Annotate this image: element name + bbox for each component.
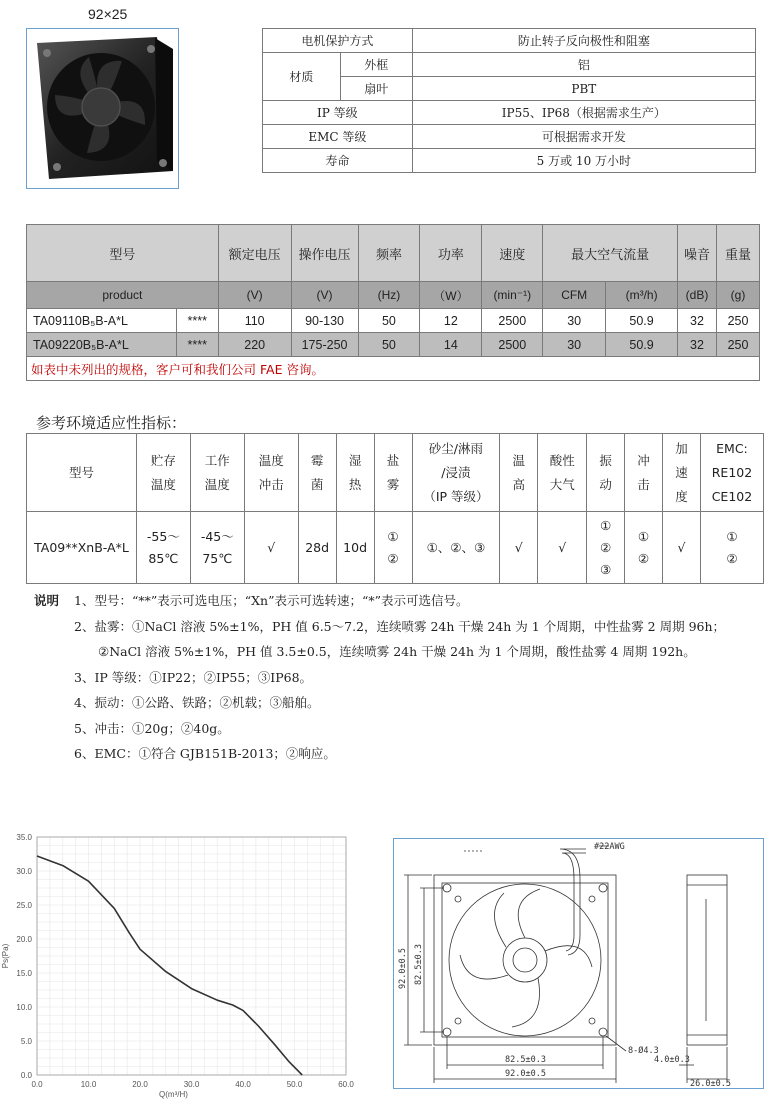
env-value-cell: ① ② — [374, 512, 412, 584]
spec-row — [263, 101, 756, 125]
y-tick-label: 15.0 — [16, 969, 32, 978]
value-cell: 2500 — [482, 333, 543, 357]
dimension-drawing — [393, 838, 764, 1089]
value-cell: 250 — [716, 309, 759, 333]
env-value-cell: √ — [500, 512, 538, 584]
environment-table — [26, 433, 764, 584]
env-value-cell: ① ② — [625, 512, 663, 584]
env-header-cell: EMC: RE102 CE102 — [700, 434, 763, 512]
note-line: 2、盐雾：①NaCl 溶液 5%±1%，PH 值 6.5～7.2，连续喷雾 24h 干燥 24h 为 1 个周期，中性盐雾 2 周期 96h； — [74, 618, 726, 634]
value-cell: 2500 — [482, 309, 543, 333]
env-value-cell: 10d — [336, 512, 374, 584]
value-cell: 90-130 — [291, 309, 358, 333]
header-row — [27, 225, 760, 282]
y-tick-label: 25.0 — [16, 901, 32, 910]
table-row — [27, 309, 760, 333]
value-cell: 175-250 — [291, 333, 358, 357]
value-cell: 32 — [678, 309, 717, 333]
unit-row — [27, 282, 760, 309]
env-value-cell: √ — [538, 512, 587, 584]
y-tick-label: 35.0 — [16, 833, 32, 842]
env-header-cell: 温 高 — [500, 434, 538, 512]
spec-value: PBT — [412, 77, 755, 101]
model-cell: TA09220B₅B-A*L — [27, 333, 177, 357]
value-cell: 14 — [420, 333, 482, 357]
x-tick-label: 50.0 — [286, 1080, 303, 1089]
env-value-cell: -45～ 75℃ — [190, 512, 244, 584]
spec-value: IP55、IP68（根据需求生产） — [412, 101, 755, 125]
fae-note: 如表中未列出的规格，客户可和我们公司 FAE 咨询。 — [27, 357, 760, 381]
spec-row — [263, 29, 756, 53]
env-value-cell: ① ② — [700, 512, 763, 584]
env-value-cell: ① ② ③ — [587, 512, 625, 584]
x-tick-label: 10.0 — [80, 1080, 97, 1089]
wire-gauge-label: #22AWG — [594, 842, 625, 852]
unit-cell: (min⁻¹) — [482, 282, 543, 309]
note-line: 4、振动：①公路、铁路；②机载；③船舶。 — [74, 695, 320, 710]
value-cell: 250 — [716, 333, 759, 357]
spec-sublabel: 外框 — [340, 53, 412, 77]
notes-label: 说明 — [34, 593, 60, 608]
value-cell: 50.9 — [606, 309, 678, 333]
env-header-cell: 工作 温度 — [190, 434, 244, 512]
header-cell: 速度 — [482, 225, 543, 282]
y-tick-label: 5.0 — [20, 1037, 32, 1046]
spec-sublabel: 扇叶 — [340, 77, 412, 101]
note-line: 3、IP 等级：①IP22；②IP55；③IP68。 — [74, 669, 313, 685]
spec-label: 材质 — [263, 53, 341, 101]
x-tick-label: 0.0 — [31, 1080, 43, 1089]
fan-size-label: 92×25 — [88, 6, 128, 22]
spec-value: 可根据需求开发 — [412, 125, 755, 149]
header-cell: 频率 — [358, 225, 420, 282]
value-cell: 110 — [218, 309, 291, 333]
note-line: 说明 1、型号：“**”表示可选电压；“Xn”表示可选转速；“*”表示可选信号。 — [34, 588, 725, 614]
note-row — [27, 357, 760, 381]
code-cell: **** — [176, 309, 218, 333]
x-tick-label: 60.0 — [338, 1080, 354, 1089]
env-value-cell: √ — [244, 512, 298, 584]
motor-spec-table — [262, 28, 756, 173]
y-axis-label: Ps(Pa) — [1, 943, 10, 969]
header-cell: 功率 — [420, 225, 482, 282]
value-cell: 30 — [543, 333, 606, 357]
env-header-cell: 霉 菌 — [298, 434, 336, 512]
header-cell: 额定电压 — [218, 225, 291, 282]
header-cell: 噪音 — [678, 225, 717, 282]
model-cell: TA09110B₅B-A*L — [27, 309, 177, 333]
env-header-row — [27, 434, 764, 512]
spec-row — [263, 149, 756, 173]
env-section-title: 参考环境适应性指标： — [36, 414, 187, 432]
outer-height-dim: 92.0±0.5 — [398, 948, 408, 989]
unit-cell: (V) — [218, 282, 291, 309]
unit-cell: (Hz) — [358, 282, 420, 309]
unit-cell: CFM — [543, 282, 606, 309]
x-tick-label: 20.0 — [132, 1080, 148, 1089]
env-header-cell: 酸性 大气 — [538, 434, 587, 512]
env-value-cell: √ — [663, 512, 701, 584]
header-cell: 型号 — [27, 225, 219, 282]
env-header-cell: 加 速 度 — [663, 434, 701, 512]
header-cell: 最大空气流量 — [543, 225, 678, 282]
y-tick-label: 10.0 — [16, 1003, 32, 1012]
unit-cell: product — [27, 282, 219, 309]
y-tick-label: 0.0 — [20, 1071, 32, 1080]
unit-cell: （W） — [420, 282, 482, 309]
header-cell: 操作电压 — [291, 225, 358, 282]
spec-label: 电机保护方式 — [263, 29, 413, 53]
env-value-cell: TA09**XnB-A*L — [27, 512, 137, 584]
spec-row — [263, 53, 756, 77]
env-header-cell: 贮存 温度 — [136, 434, 190, 512]
header-cell: 重量 — [716, 225, 759, 282]
pq-curve-line — [37, 856, 302, 1075]
y-tick-label: 30.0 — [16, 867, 32, 876]
unit-cell: (g) — [716, 282, 759, 309]
hole-spec-label: 8-Ø4.3 — [628, 1046, 659, 1056]
env-header-cell: 型号 — [27, 434, 137, 512]
value-cell: 50 — [358, 309, 420, 333]
env-value-row — [27, 512, 764, 584]
env-value-cell: -55～ 85℃ — [136, 512, 190, 584]
outer-width-dim: 92.0±0.5 — [505, 1069, 546, 1079]
table-row — [27, 333, 760, 357]
spec-value: 铝 — [412, 53, 755, 77]
x-axis-label: Q(m³/H) — [159, 1090, 188, 1099]
code-cell: **** — [176, 333, 218, 357]
value-cell: 32 — [678, 333, 717, 357]
unit-cell: (dB) — [678, 282, 717, 309]
thickness-dim: 26.0±0.5 — [690, 1079, 731, 1088]
note-line: 5、冲击：①20g；②40g。 — [74, 720, 230, 736]
spec-label: EMC 等级 — [263, 125, 413, 149]
product-spec-table — [26, 224, 760, 381]
env-header-cell: 冲 击 — [625, 434, 663, 512]
fan-product-photo — [26, 28, 179, 189]
env-header-cell: 盐 雾 — [374, 434, 412, 512]
side-offset-dim: 4.0±0.3 — [654, 1055, 690, 1065]
env-value-cell: 28d — [298, 512, 336, 584]
spec-value: 防止转子反向极性和阻塞 — [412, 29, 755, 53]
notes-block — [34, 588, 725, 767]
note-line: 6、EMC：①符合 GJB151B-2013；②响应。 — [74, 746, 336, 761]
env-value-cell: ①、②、③ — [412, 512, 500, 584]
env-header-cell: 振 动 — [587, 434, 625, 512]
value-cell: 50.9 — [606, 333, 678, 357]
spec-row — [263, 125, 756, 149]
env-header-cell: 砂尘/淋雨 /浸渍 （IP 等级） — [412, 434, 500, 512]
pq-curve-chart — [0, 828, 360, 1100]
note-line: ②NaCl 溶液 5%±1%，PH 值 3.5±0.5，连续喷雾 24h 干燥 24h 为 1 个周期，酸性盐雾 4 周期 192h。 — [98, 644, 696, 659]
value-cell: 50 — [358, 333, 420, 357]
env-header-cell: 湿 热 — [336, 434, 374, 512]
y-tick-label: 20.0 — [16, 935, 32, 944]
value-cell: 12 — [420, 309, 482, 333]
inner-height-dim: 82.5±0.3 — [414, 944, 424, 985]
x-tick-label: 40.0 — [235, 1080, 251, 1089]
spec-label: IP 等级 — [263, 101, 413, 125]
inner-width-dim: 82.5±0.3 — [505, 1055, 546, 1065]
value-cell: 220 — [218, 333, 291, 357]
spec-value: 5 万或 10 万小时 — [412, 149, 755, 173]
unit-cell: (V) — [291, 282, 358, 309]
spec-label: 寿命 — [263, 149, 413, 173]
unit-cell: (m³/h) — [606, 282, 678, 309]
x-tick-label: 30.0 — [183, 1080, 200, 1089]
value-cell: 30 — [543, 309, 606, 333]
env-header-cell: 温度 冲击 — [244, 434, 298, 512]
